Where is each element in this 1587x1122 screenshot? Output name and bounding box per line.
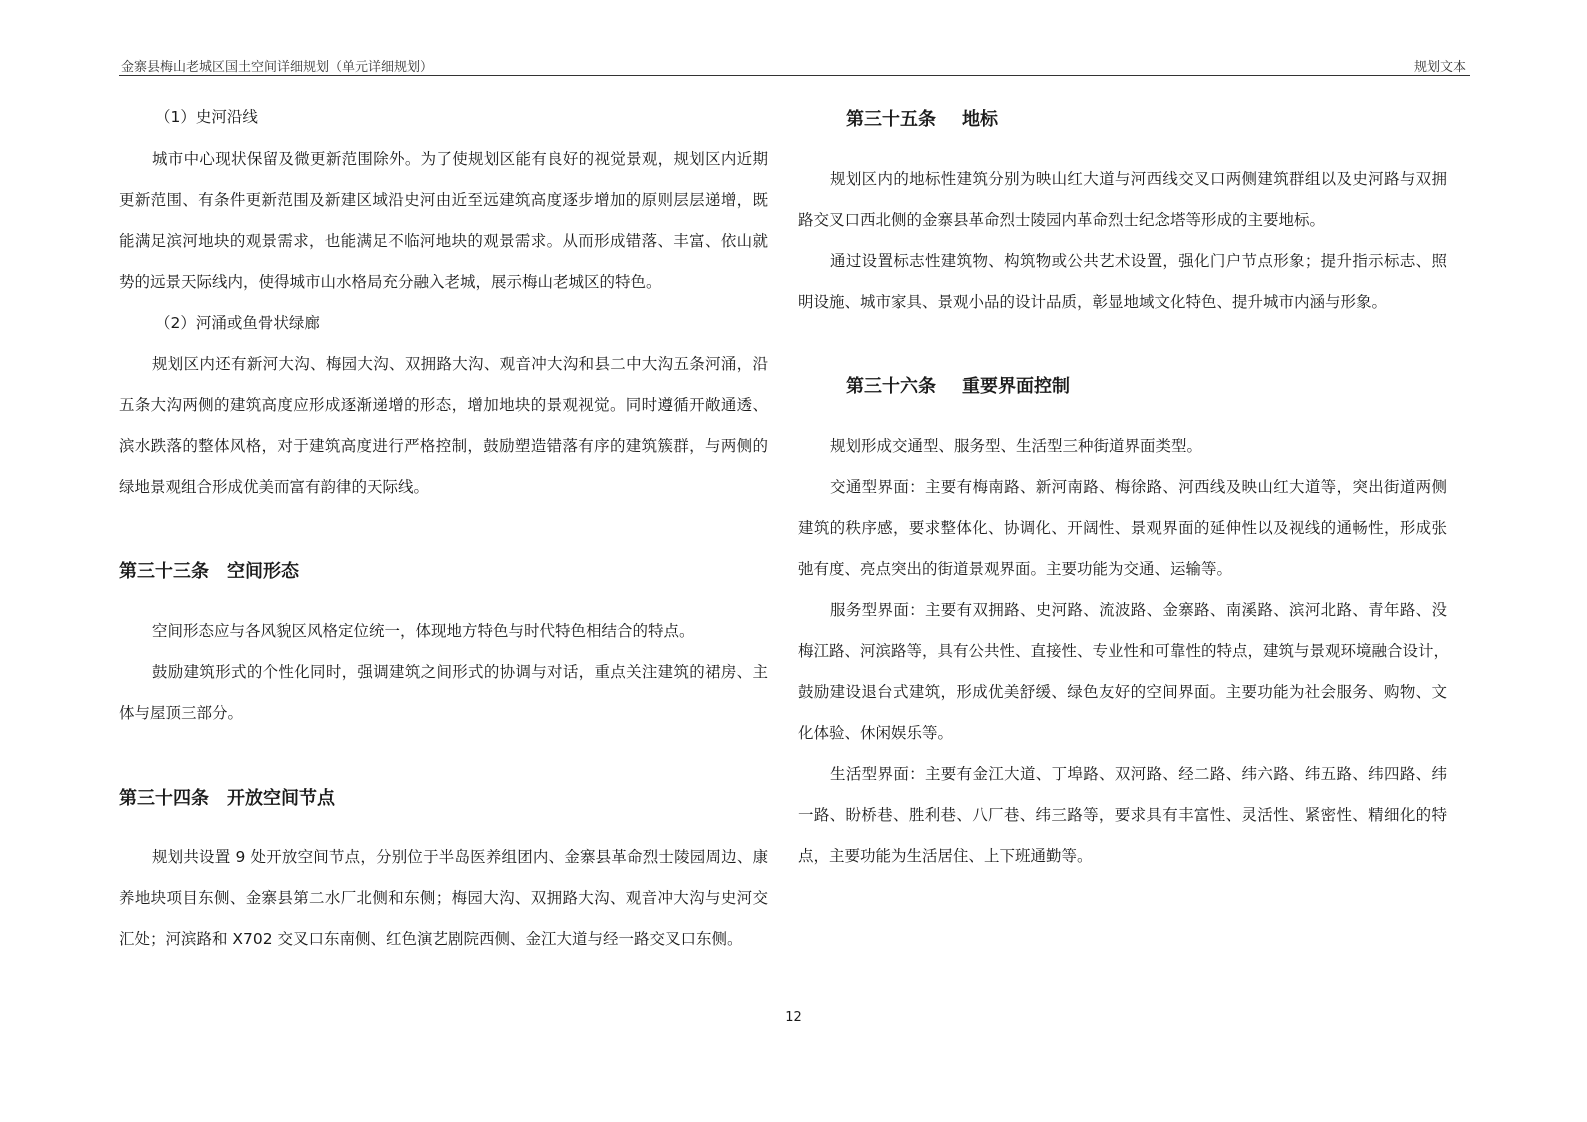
paragraph-line: 生活型界面：主要有金江大道、丁埠路、双河路、经二路、纬六路、纬五路、纬四路、纬 [830, 765, 1447, 783]
subheading-greenway: （2）河涌或鱼骨状绿廊 [155, 314, 320, 332]
paragraph-line: 规划区内的地标性建筑分别为映山红大道与河西线交叉口两侧建筑群组以及史河路与双拥 [830, 170, 1447, 188]
paragraph-line: 梅江路、河滨路等，具有公共性、直接性、专业性和可靠性的特点，建筑与景观环境融合设计， [798, 642, 1450, 660]
paragraph-line: 能满足滨河地块的观景需求，也能满足不临河地块的观景需求。从而形成错落、丰富、依山就 [119, 232, 768, 250]
paragraph-line: 通过设置标志性建筑物、构筑物或公共艺术设置，强化门户节点形象；提升指示标志、照 [830, 252, 1447, 270]
article-number: 第三十五条 [846, 109, 936, 130]
paragraph-line: 弛有度、亮点突出的街道景观界面。主要功能为交通、运输等。 [798, 560, 1233, 578]
paragraph-line: 体与屋顶三部分。 [119, 704, 244, 722]
article-title: 空间形态 [227, 561, 299, 582]
paragraph-line: 交通型界面：主要有梅南路、新河南路、梅徐路、河西线及映山红大道等，突出街道两侧 [830, 478, 1447, 496]
paragraph-line: 更新范围、有条件更新范围及新建区域沿史河由近至远建筑高度逐步增加的原则层层递增，既 [119, 191, 768, 209]
paragraph-line: 绿地景观组合形成优美而富有韵律的天际线。 [119, 478, 430, 496]
article-number: 第三十四条 [119, 788, 209, 809]
paragraph-line: 城市中心现状保留及微更新范围除外。为了使规划区能有良好的视觉景观，规划区内近期 [152, 150, 768, 168]
page-number: 12 [785, 1010, 802, 1025]
article-title: 开放空间节点 [227, 788, 335, 809]
paragraph-line: 鼓励建筑形式的个性化同时，强调建筑之间形式的协调与对话，重点关注建筑的裙房、主 [152, 663, 768, 681]
paragraph-line: 五条大沟两侧的建筑高度应形成逐渐递增的形态，增加地块的景观视觉。同时遵循开敞通透、 [119, 396, 768, 414]
document-title: 金寨县梅山老城区国土空间详细规划（单元详细规划） [121, 60, 434, 75]
article-35-heading [846, 105, 998, 131]
paragraph-line: 鼓励建设退台式建筑，形成优美舒缓、绿色友好的空间界面。主要功能为社会服务、购物、文 [798, 683, 1447, 701]
paragraph-line: 规划形成交通型、服务型、生活型三种街道界面类型。 [830, 437, 1203, 455]
article-number: 第三十三条 [119, 561, 209, 582]
article-36-heading [846, 372, 1070, 398]
paragraph-line: 滨水跌落的整体风格，对于建筑高度进行严格控制，鼓励塑造错落有序的建筑簇群，与两侧的 [119, 437, 768, 455]
subheading-shihe: （1）史河沿线 [155, 108, 258, 126]
article-title: 重要界面控制 [962, 376, 1070, 397]
article-34-heading [119, 784, 335, 810]
document-type: 规划文本 [1413, 60, 1466, 75]
paragraph-line: 规划共设置 9 处开放空间节点，分别位于半岛医养组团内、金寨县革命烈士陵园周边、康 [152, 848, 768, 866]
paragraph-line: 点，主要功能为生活居住、上下班通勤等。 [798, 847, 1093, 865]
article-title: 地标 [962, 109, 998, 130]
article-number: 第三十六条 [846, 376, 936, 397]
paragraph-line: 建筑的秩序感，要求整体化、协调化、开阔性、景观界面的延伸性以及视线的通畅性，形成张 [798, 519, 1447, 537]
paragraph-line: 一路、盼桥巷、胜利巷、八厂巷、纬三路等，要求具有丰富性、灵活性、紧密性、精细化的特 [798, 806, 1447, 824]
paragraph-line: 化体验、休闲娱乐等。 [798, 724, 954, 742]
paragraph-line: 规划区内还有新河大沟、梅园大沟、双拥路大沟、观音冲大沟和县二中大沟五条河涌，沿 [152, 355, 768, 373]
paragraph-line: 空间形态应与各风貌区风格定位统一，体现地方特色与时代特色相结合的特点。 [152, 622, 695, 640]
paragraph-line: 服务型界面：主要有双拥路、史河路、流波路、金寨路、南溪路、滨河北路、青年路、没 [830, 601, 1447, 619]
paragraph-line: 养地块项目东侧、金寨县第二水厂北侧和东侧；梅园大沟、双拥路大沟、观音冲大沟与史河交 [119, 889, 768, 907]
paragraph-line: 路交叉口西北侧的金寨县革命烈士陵园内革命烈士纪念塔等形成的主要地标。 [798, 211, 1326, 229]
header-rule [119, 75, 1470, 76]
paragraph-line: 明设施、城市家具、景观小品的设计品质，彰显地域文化特色、提升城市内涵与形象。 [798, 293, 1388, 311]
article-33-heading [119, 557, 299, 583]
paragraph-line: 汇处；河滨路和 X702 交叉口东南侧、红色演艺剧院西侧、金江大道与经一路交叉口东侧。 [119, 930, 743, 948]
paragraph-line: 势的远景天际线内，使得城市山水格局充分融入老城，展示梅山老城区的特色。 [119, 273, 662, 291]
